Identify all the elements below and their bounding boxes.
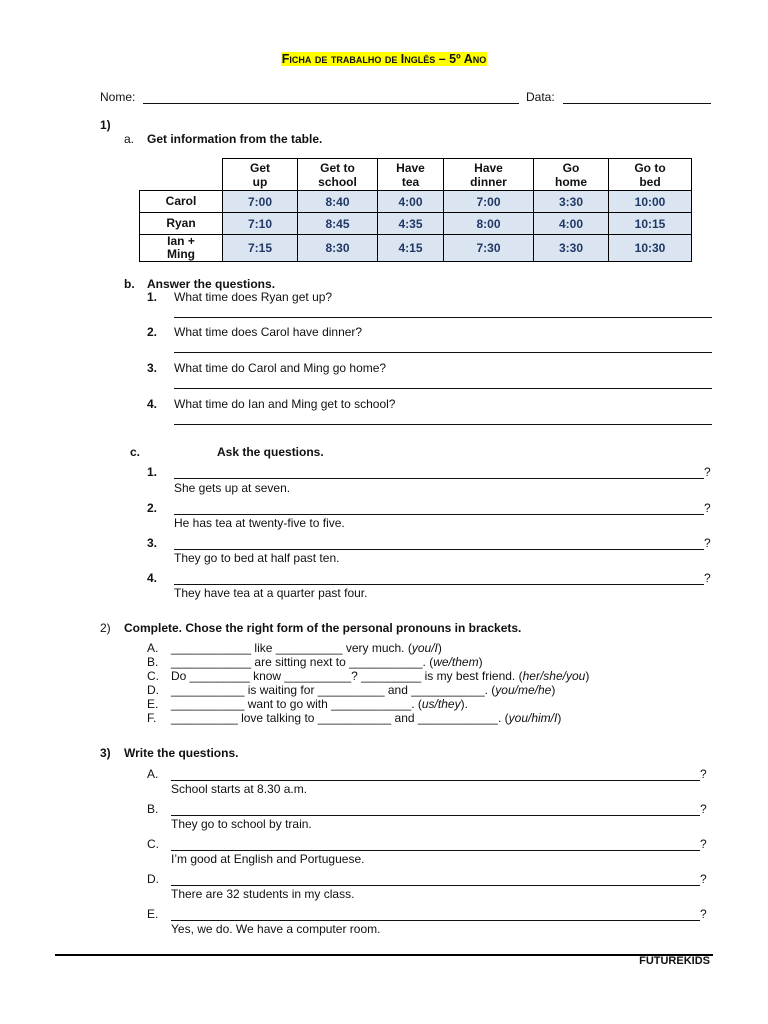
question-number: 1. [147,465,158,479]
section-3-number: 3) [100,746,111,760]
table-cell: 4:00 [378,191,444,213]
footer-divider [55,954,713,956]
row-name-carol: Carol [140,191,223,213]
question-mark: ? [700,767,707,781]
item-letter: A. [147,767,159,781]
question-text: What time does Carol have dinner? [174,325,363,339]
fill-sentence[interactable]: ____________ like __________ very much. (you/I) [171,641,442,655]
table-cell: 4:15 [378,235,444,262]
column-header: Get up [223,159,298,191]
answer-text: There are 32 students in my class. [171,887,355,901]
question-number: 1. [147,290,158,304]
column-header: Go home [534,159,609,191]
date-field[interactable] [563,103,711,104]
item-letter: E. [147,907,159,921]
question-mark: ? [700,872,707,886]
answer-text: Yes, we do. We have a computer room. [171,922,381,936]
question-line[interactable] [171,780,700,781]
footer-brand: FUTUREKIDS [639,955,710,967]
answer-text: She gets up at seven. [174,481,291,495]
answer-text: He has tea at twenty-five to five. [174,516,345,530]
question-number: 2. [147,501,158,515]
table-cell: 8:40 [298,191,378,213]
question-line[interactable] [171,885,700,886]
schedule-table [139,158,692,262]
table-cell: 4:35 [378,213,444,235]
question-line[interactable] [171,850,700,851]
column-header: Get to school [298,159,378,191]
row-name-ryan: Ryan [140,213,223,235]
fill-sentence[interactable]: __________ love talking to ___________ and ____________. (you/him/I) [171,711,562,725]
question-text: What time do Carol and Ming go home? [174,361,387,375]
section-1a-title: Get information from the table. [147,132,323,146]
section-1a-letter: a. [124,132,135,146]
question-number: 2. [147,325,158,339]
question-number: 4. [147,397,158,411]
table-row [140,191,692,213]
name-label: Nome: [100,90,136,104]
table-cell: 4:00 [534,213,609,235]
table-cell: 10:00 [609,191,692,213]
question-number: 3. [147,536,158,550]
question-mark: ? [700,802,707,816]
question-mark: ? [704,501,711,515]
section-1c-title: Ask the questions. [217,445,324,459]
question-mark: ? [704,465,711,479]
section-1b-title: Answer the questions. [147,277,276,291]
table-cell: 7:30 [444,235,534,262]
question-number: 4. [147,571,158,585]
section-2-title: Complete. Chose the right form of the personal pronouns in brackets. [124,621,522,635]
table-row [140,235,692,262]
answer-line[interactable] [174,317,712,318]
answer-text: School starts at 8.30 a.m. [171,782,308,796]
table-cell: 8:30 [298,235,378,262]
question-text: What time do Ian and Ming get to school? [174,397,396,411]
fill-sentence[interactable]: Do _________ know __________? _________ is my best friend. (her/she/you) [171,669,590,683]
fill-sentence[interactable]: ____________ are sitting next to ___________. (we/them) [171,655,483,669]
answer-line[interactable] [174,388,712,389]
table-row [140,213,692,235]
answer-line[interactable] [174,352,712,353]
question-line[interactable] [174,514,704,515]
item-letter: D. [147,683,159,697]
table-cell: 3:30 [534,191,609,213]
question-line[interactable] [171,920,700,921]
column-header: Have tea [378,159,444,191]
item-letter: F. [147,711,157,725]
column-header: Go to bed [609,159,692,191]
name-field[interactable] [143,103,519,104]
question-number: 3. [147,361,158,375]
table-cell: 7:10 [223,213,298,235]
answer-text: They go to school by train. [171,817,312,831]
table-cell: 7:00 [223,191,298,213]
question-line[interactable] [174,549,704,550]
item-letter: E. [147,697,159,711]
question-mark: ? [700,907,707,921]
answer-text: They go to bed at half past ten. [174,551,340,565]
worksheet-title [0,52,768,66]
table-cell: 7:15 [223,235,298,262]
table-cell: 8:45 [298,213,378,235]
question-mark: ? [704,536,711,550]
table-cell: 3:30 [534,235,609,262]
table-cell: 10:30 [609,235,692,262]
table-cell: 8:00 [444,213,534,235]
question-line[interactable] [174,478,704,479]
date-label: Data: [526,90,555,104]
item-letter: B. [147,802,159,816]
fill-sentence[interactable]: ___________ want to go with ____________. (us/they). [171,697,468,711]
item-letter: D. [147,872,159,886]
section-1-number: 1) [100,118,111,132]
answer-line[interactable] [174,424,712,425]
fill-sentence[interactable]: ___________ is waiting for __________ and ___________. (you/me/he) [171,683,556,697]
row-name-ian-ming: Ian + Ming [140,235,223,262]
question-line[interactable] [174,584,704,585]
table-cell: 10:15 [609,213,692,235]
schedule-corner-cell [140,159,223,191]
section-1c-letter: c. [130,445,141,459]
item-letter: C. [147,669,159,683]
worksheet-title-text: Ficha de trabalho de Inglês – 5º Ano [281,52,487,66]
answer-text: They have tea at a quarter past four. [174,586,368,600]
column-header: Have dinner [444,159,534,191]
schedule-header-row [140,159,692,191]
item-letter: A. [147,641,159,655]
section-2-number: 2) [100,621,111,635]
section-3-title: Write the questions. [124,746,239,760]
section-1b-letter: b. [124,277,135,291]
table-cell: 7:00 [444,191,534,213]
question-text: What time does Ryan get up? [174,290,333,304]
answer-text: I’m good at English and Portuguese. [171,852,365,866]
question-mark: ? [700,837,707,851]
question-mark: ? [704,571,711,585]
item-letter: C. [147,837,159,851]
item-letter: B. [147,655,159,669]
question-line[interactable] [171,815,700,816]
